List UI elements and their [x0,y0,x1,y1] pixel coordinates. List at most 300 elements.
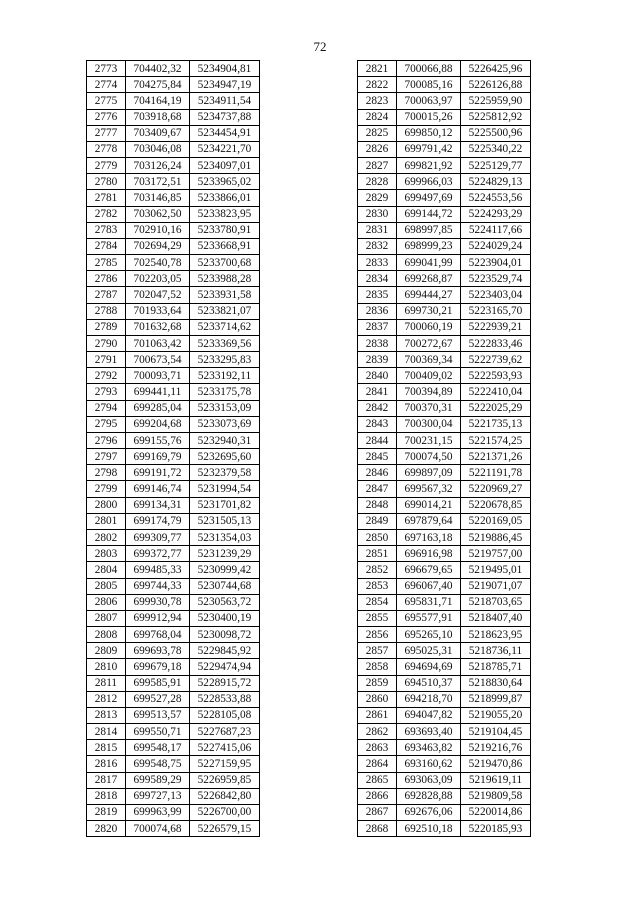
x-coordinate-cell: 699191,72 [126,465,190,481]
y-coordinate-cell: 5223904,01 [461,255,531,271]
x-coordinate-cell: 699730,21 [397,303,461,319]
point-number-cell: 2783 [87,222,126,238]
y-coordinate-cell: 5219886,45 [461,529,531,545]
y-coordinate-cell: 5226579,15 [190,821,260,837]
table-row [358,627,531,643]
x-coordinate-cell: 703062,50 [126,206,190,222]
y-coordinate-cell: 5234904,81 [190,61,260,77]
point-number-cell: 2845 [358,449,397,465]
point-number-cell: 2858 [358,659,397,675]
y-coordinate-cell: 5233780,91 [190,222,260,238]
coordinates-table-body [87,61,260,837]
table-row [87,174,260,190]
y-coordinate-cell: 5233988,28 [190,271,260,287]
table-row [358,368,531,384]
x-coordinate-cell: 693160,62 [397,756,461,772]
table-row [87,222,260,238]
point-number-cell: 2841 [358,384,397,400]
table-row [87,271,260,287]
y-coordinate-cell: 5234454,91 [190,125,260,141]
point-number-cell: 2781 [87,190,126,206]
x-coordinate-cell: 692510,18 [397,821,461,837]
y-coordinate-cell: 5223403,04 [461,287,531,303]
table-row [358,400,531,416]
y-coordinate-cell: 5231354,03 [190,529,260,545]
table-row [87,529,260,545]
table-row [87,675,260,691]
x-coordinate-cell: 694218,70 [397,691,461,707]
point-number-cell: 2851 [358,546,397,562]
x-coordinate-cell: 699155,76 [126,432,190,448]
point-number-cell: 2817 [87,772,126,788]
point-number-cell: 2816 [87,756,126,772]
x-coordinate-cell: 700409,02 [397,368,461,384]
x-coordinate-cell: 699309,77 [126,529,190,545]
table-row [358,465,531,481]
y-coordinate-cell: 5226126,88 [461,77,531,93]
y-coordinate-cell: 5218736,11 [461,643,531,659]
y-coordinate-cell: 5223529,74 [461,271,531,287]
x-coordinate-cell: 700369,34 [397,352,461,368]
x-coordinate-cell: 703409,67 [126,125,190,141]
y-coordinate-cell: 5233175,78 [190,384,260,400]
table-row [87,643,260,659]
x-coordinate-cell: 702203,05 [126,271,190,287]
x-coordinate-cell: 699041,99 [397,255,461,271]
point-number-cell: 2776 [87,109,126,125]
point-number-cell: 2777 [87,125,126,141]
point-number-cell: 2855 [358,610,397,626]
y-coordinate-cell: 5225500,96 [461,125,531,141]
x-coordinate-cell: 703172,51 [126,174,190,190]
y-coordinate-cell: 5230563,72 [190,594,260,610]
table-row [87,109,260,125]
y-coordinate-cell: 5220678,85 [461,497,531,513]
y-coordinate-cell: 5231701,82 [190,497,260,513]
table-row [87,788,260,804]
x-coordinate-cell: 702910,16 [126,222,190,238]
table-row [87,756,260,772]
table-row [358,93,531,109]
x-coordinate-cell: 699912,94 [126,610,190,626]
y-coordinate-cell: 5219104,45 [461,724,531,740]
y-coordinate-cell: 5231505,13 [190,513,260,529]
table-row [87,513,260,529]
table-row [358,562,531,578]
point-number-cell: 2811 [87,675,126,691]
x-coordinate-cell: 699821,92 [397,158,461,174]
table-row [358,287,531,303]
table-row [358,481,531,497]
x-coordinate-cell: 699963,99 [126,804,190,820]
x-coordinate-cell: 696679,65 [397,562,461,578]
y-coordinate-cell: 5230098,72 [190,627,260,643]
x-coordinate-cell: 699174,79 [126,513,190,529]
x-coordinate-cell: 699014,21 [397,497,461,513]
x-coordinate-cell: 699850,12 [397,125,461,141]
x-coordinate-cell: 701063,42 [126,335,190,351]
point-number-cell: 2778 [87,141,126,157]
x-coordinate-cell: 698999,23 [397,238,461,254]
point-number-cell: 2813 [87,707,126,723]
table-row [87,368,260,384]
point-number-cell: 2825 [358,125,397,141]
point-number-cell: 2864 [358,756,397,772]
table-row [358,513,531,529]
point-number-cell: 2823 [358,93,397,109]
x-coordinate-cell: 700074,68 [126,821,190,837]
point-number-cell: 2798 [87,465,126,481]
x-coordinate-cell: 699444,27 [397,287,461,303]
y-coordinate-cell: 5219470,86 [461,756,531,772]
point-number-cell: 2836 [358,303,397,319]
table-row [87,384,260,400]
table-row [87,578,260,594]
y-coordinate-cell: 5222833,46 [461,335,531,351]
y-coordinate-cell: 5234947,19 [190,77,260,93]
x-coordinate-cell: 700060,19 [397,319,461,335]
point-number-cell: 2801 [87,513,126,529]
coordinates-table-left [86,60,260,837]
x-coordinate-cell: 703918,68 [126,109,190,125]
table-row [358,594,531,610]
y-coordinate-cell: 5234221,70 [190,141,260,157]
x-coordinate-cell: 699727,13 [126,788,190,804]
y-coordinate-cell: 5227159,95 [190,756,260,772]
y-coordinate-cell: 5223165,70 [461,303,531,319]
x-coordinate-cell: 698997,85 [397,222,461,238]
point-number-cell: 2850 [358,529,397,545]
table-row [87,287,260,303]
point-number-cell: 2853 [358,578,397,594]
x-coordinate-cell: 695265,10 [397,627,461,643]
table-row [87,497,260,513]
table-row [87,610,260,626]
point-number-cell: 2832 [358,238,397,254]
table-row [358,707,531,723]
table-row [358,821,531,837]
point-number-cell: 2831 [358,222,397,238]
table-row [358,675,531,691]
y-coordinate-cell: 5218830,64 [461,675,531,691]
table-row [358,756,531,772]
y-coordinate-cell: 5227687,23 [190,724,260,740]
point-number-cell: 2784 [87,238,126,254]
y-coordinate-cell: 5234737,88 [190,109,260,125]
point-number-cell: 2800 [87,497,126,513]
x-coordinate-cell: 700074,50 [397,449,461,465]
x-coordinate-cell: 699285,04 [126,400,190,416]
x-coordinate-cell: 699513,57 [126,707,190,723]
table-row [87,335,260,351]
y-coordinate-cell: 5221574,25 [461,432,531,448]
x-coordinate-cell: 699585,91 [126,675,190,691]
point-number-cell: 2839 [358,352,397,368]
table-row [358,432,531,448]
point-number-cell: 2809 [87,643,126,659]
table-row [358,546,531,562]
table-row [87,546,260,562]
table-row [358,61,531,77]
y-coordinate-cell: 5228105,08 [190,707,260,723]
coordinates-table-body [358,61,531,837]
table-row [358,384,531,400]
table-row [358,141,531,157]
point-number-cell: 2824 [358,109,397,125]
table-row [87,416,260,432]
y-coordinate-cell: 5225812,92 [461,109,531,125]
table-row [358,352,531,368]
table-row [87,61,260,77]
point-number-cell: 2804 [87,562,126,578]
y-coordinate-cell: 5231239,29 [190,546,260,562]
point-number-cell: 2792 [87,368,126,384]
y-coordinate-cell: 5233153,09 [190,400,260,416]
point-number-cell: 2794 [87,400,126,416]
y-coordinate-cell: 5230744,68 [190,578,260,594]
x-coordinate-cell: 697879,64 [397,513,461,529]
point-number-cell: 2857 [358,643,397,659]
y-coordinate-cell: 5233931,58 [190,287,260,303]
point-number-cell: 2775 [87,93,126,109]
y-coordinate-cell: 5219495,01 [461,562,531,578]
y-coordinate-cell: 5226959,85 [190,772,260,788]
point-number-cell: 2829 [358,190,397,206]
y-coordinate-cell: 5219071,07 [461,578,531,594]
point-number-cell: 2806 [87,594,126,610]
y-coordinate-cell: 5224117,66 [461,222,531,238]
x-coordinate-cell: 700272,67 [397,335,461,351]
x-coordinate-cell: 699372,77 [126,546,190,562]
x-coordinate-cell: 699744,33 [126,578,190,594]
x-coordinate-cell: 703046,08 [126,141,190,157]
y-coordinate-cell: 5224029,24 [461,238,531,254]
y-coordinate-cell: 5234097,01 [190,158,260,174]
x-coordinate-cell: 703146,85 [126,190,190,206]
table-row [358,643,531,659]
x-coordinate-cell: 696067,40 [397,578,461,594]
y-coordinate-cell: 5226842,80 [190,788,260,804]
x-coordinate-cell: 699897,09 [397,465,461,481]
y-coordinate-cell: 5233866,01 [190,190,260,206]
y-coordinate-cell: 5226425,96 [461,61,531,77]
table-row [87,481,260,497]
x-coordinate-cell: 700370,31 [397,400,461,416]
x-coordinate-cell: 702540,78 [126,255,190,271]
y-coordinate-cell: 5233821,07 [190,303,260,319]
point-number-cell: 2822 [358,77,397,93]
point-number-cell: 2796 [87,432,126,448]
x-coordinate-cell: 700673,54 [126,352,190,368]
y-coordinate-cell: 5224829,13 [461,174,531,190]
x-coordinate-cell: 699144,72 [397,206,461,222]
y-coordinate-cell: 5224553,56 [461,190,531,206]
x-coordinate-cell: 692828,88 [397,788,461,804]
table-row [87,465,260,481]
x-coordinate-cell: 699204,68 [126,416,190,432]
point-number-cell: 2790 [87,335,126,351]
point-number-cell: 2812 [87,691,126,707]
y-coordinate-cell: 5230999,42 [190,562,260,578]
x-coordinate-cell: 694694,69 [397,659,461,675]
point-number-cell: 2821 [358,61,397,77]
x-coordinate-cell: 699768,04 [126,627,190,643]
x-coordinate-cell: 699930,78 [126,594,190,610]
table-row [87,449,260,465]
x-coordinate-cell: 699134,31 [126,497,190,513]
table-row [87,594,260,610]
table-row [358,335,531,351]
table-row [358,772,531,788]
table-row [87,821,260,837]
table-row [358,255,531,271]
y-coordinate-cell: 5232379,58 [190,465,260,481]
x-coordinate-cell: 695831,71 [397,594,461,610]
point-number-cell: 2789 [87,319,126,335]
table-row [87,562,260,578]
x-coordinate-cell: 701632,68 [126,319,190,335]
point-number-cell: 2779 [87,158,126,174]
y-coordinate-cell: 5228533,88 [190,691,260,707]
x-coordinate-cell: 693693,40 [397,724,461,740]
y-coordinate-cell: 5231994,54 [190,481,260,497]
point-number-cell: 2859 [358,675,397,691]
x-coordinate-cell: 696916,98 [397,546,461,562]
y-coordinate-cell: 5219619,11 [461,772,531,788]
table-row [358,174,531,190]
point-number-cell: 2814 [87,724,126,740]
point-number-cell: 2818 [87,788,126,804]
point-number-cell: 2849 [358,513,397,529]
table-row [358,319,531,335]
point-number-cell: 2788 [87,303,126,319]
point-number-cell: 2773 [87,61,126,77]
x-coordinate-cell: 694047,82 [397,707,461,723]
table-row [87,659,260,675]
point-number-cell: 2797 [87,449,126,465]
point-number-cell: 2867 [358,804,397,820]
point-number-cell: 2807 [87,610,126,626]
point-number-cell: 2833 [358,255,397,271]
table-row [358,222,531,238]
point-number-cell: 2802 [87,529,126,545]
x-coordinate-cell: 699169,79 [126,449,190,465]
table-row [358,158,531,174]
table-row [358,804,531,820]
y-coordinate-cell: 5218999,87 [461,691,531,707]
point-number-cell: 2808 [87,627,126,643]
point-number-cell: 2830 [358,206,397,222]
x-coordinate-cell: 699679,18 [126,659,190,675]
point-number-cell: 2826 [358,141,397,157]
table-row [358,125,531,141]
table-row [358,109,531,125]
table-row [87,740,260,756]
point-number-cell: 2840 [358,368,397,384]
x-coordinate-cell: 699550,71 [126,724,190,740]
page-number: 72 [313,39,327,54]
point-number-cell: 2834 [358,271,397,287]
x-coordinate-cell: 699268,87 [397,271,461,287]
table-row [87,804,260,820]
point-number-cell: 2856 [358,627,397,643]
x-coordinate-cell: 702047,52 [126,287,190,303]
table-row [358,610,531,626]
x-coordinate-cell: 699693,78 [126,643,190,659]
y-coordinate-cell: 5230400,19 [190,610,260,626]
y-coordinate-cell: 5233668,91 [190,238,260,254]
y-coordinate-cell: 5220969,27 [461,481,531,497]
y-coordinate-cell: 5233192,11 [190,368,260,384]
table-row [358,238,531,254]
table-row [358,206,531,222]
table-row [87,691,260,707]
point-number-cell: 2786 [87,271,126,287]
y-coordinate-cell: 5222939,21 [461,319,531,335]
y-coordinate-cell: 5229474,94 [190,659,260,675]
table-row [358,271,531,287]
x-coordinate-cell: 700093,71 [126,368,190,384]
table-row [87,255,260,271]
point-number-cell: 2852 [358,562,397,578]
point-number-cell: 2837 [358,319,397,335]
point-number-cell: 2820 [87,821,126,837]
y-coordinate-cell: 5220185,93 [461,821,531,837]
x-coordinate-cell: 702694,29 [126,238,190,254]
point-number-cell: 2774 [87,77,126,93]
point-number-cell: 2868 [358,821,397,837]
x-coordinate-cell: 699485,33 [126,562,190,578]
x-coordinate-cell: 699791,42 [397,141,461,157]
y-coordinate-cell: 5221191,78 [461,465,531,481]
x-coordinate-cell: 703126,24 [126,158,190,174]
x-coordinate-cell: 697163,18 [397,529,461,545]
table-row [87,352,260,368]
point-number-cell: 2787 [87,287,126,303]
y-coordinate-cell: 5220169,05 [461,513,531,529]
table-row [87,724,260,740]
y-coordinate-cell: 5220014,86 [461,804,531,820]
table-row [358,190,531,206]
point-number-cell: 2805 [87,578,126,594]
point-number-cell: 2795 [87,416,126,432]
y-coordinate-cell: 5218407,40 [461,610,531,626]
table-row [87,238,260,254]
x-coordinate-cell: 704275,84 [126,77,190,93]
point-number-cell: 2847 [358,481,397,497]
table-row [87,158,260,174]
y-coordinate-cell: 5226700,00 [190,804,260,820]
coordinates-table-right [357,60,531,837]
table-row [358,691,531,707]
point-number-cell: 2793 [87,384,126,400]
point-number-cell: 2799 [87,481,126,497]
x-coordinate-cell: 700085,16 [397,77,461,93]
y-coordinate-cell: 5221735,13 [461,416,531,432]
x-coordinate-cell: 700015,26 [397,109,461,125]
x-coordinate-cell: 700066,88 [397,61,461,77]
table-row [87,400,260,416]
y-coordinate-cell: 5229845,92 [190,643,260,659]
table-row [358,77,531,93]
y-coordinate-cell: 5225340,22 [461,141,531,157]
table-row [87,303,260,319]
x-coordinate-cell: 700394,89 [397,384,461,400]
table-row [358,659,531,675]
x-coordinate-cell: 699548,75 [126,756,190,772]
x-coordinate-cell: 699497,69 [397,190,461,206]
table-row [358,449,531,465]
